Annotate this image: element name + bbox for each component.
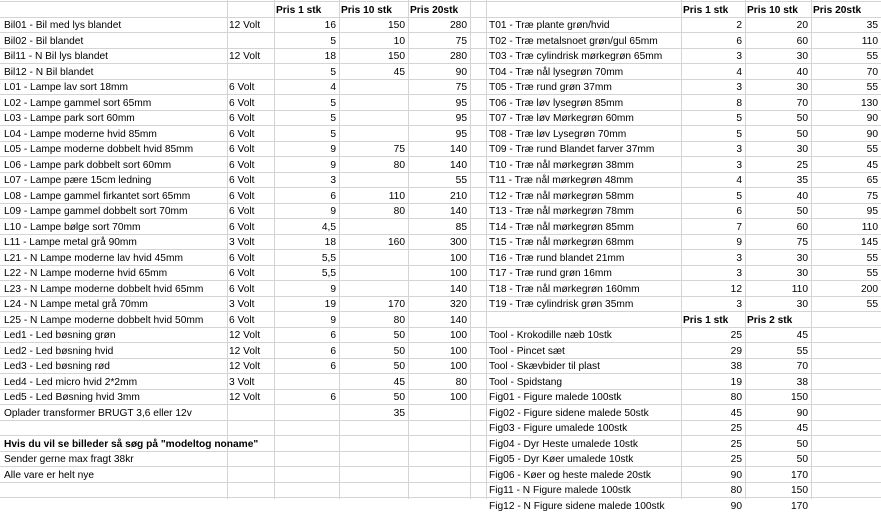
product-name: T19 - Træ cylindrisk grøn 35mm [489, 299, 634, 310]
product-name: T11 - Træ nål mørkegrøn 48mm [489, 175, 634, 186]
product-name: Bil01 - Bil med lys blandet [4, 20, 122, 31]
header-price-20: Pris 20stk [813, 4, 862, 16]
price-10-stk: 60 [796, 221, 808, 233]
price-20-stk: 100 [450, 345, 467, 357]
price-1-stk: 6 [330, 345, 336, 357]
price-1-stk: 9 [330, 206, 336, 217]
price-10-stk [339, 173, 405, 188]
price-20-stk: 55 [866, 268, 878, 279]
note-text: Hvis du vil se billeder så søg på "modeltog noname" [4, 438, 259, 450]
price-1-stk: 3 [736, 159, 742, 171]
product-voltage: 3 Volt [229, 237, 255, 248]
price-20-stk: 90 [866, 128, 878, 140]
price-10-stk: 30 [796, 82, 808, 93]
product-voltage: 6 Volt [229, 314, 255, 326]
product-name: Bil11 - N Bil lys blandet [4, 51, 108, 62]
price-1-stk: 3 [330, 175, 336, 186]
product-name: L02 - Lampe gammel sort 65mm [4, 97, 152, 109]
price-20-stk: 140 [450, 206, 467, 217]
price-20-stk: 280 [450, 51, 467, 62]
price-2-stk: 170 [791, 500, 808, 512]
product-name: Led2 - Led bøsning hvid [4, 345, 114, 357]
price-1-stk: 9 [330, 314, 336, 326]
price-20-stk: 95 [866, 206, 878, 217]
price-10-stk: 35 [796, 175, 808, 186]
product-voltage: 6 Volt [229, 82, 255, 93]
price-1-stk: 19 [730, 376, 742, 388]
product-voltage: 12 Volt [229, 330, 261, 341]
product-name: Led4 - Led micro hvid 2*2mm [4, 376, 138, 388]
product-voltage: 6 Volt [229, 159, 255, 171]
price-10-stk: 10 [393, 35, 405, 47]
product-name: Fig05 - Dyr Køer umalede 10stk [489, 454, 634, 465]
product-name: L10 - Lampe bølge sort 70mm [4, 221, 141, 233]
product-name: Fig11 - N Figure malede 100stk [489, 485, 631, 496]
product-name: L07 - Lampe pære 15cm ledning [4, 175, 152, 186]
price-20-stk [408, 406, 467, 421]
price-10-stk: 30 [796, 268, 808, 279]
price-1-stk: 25 [730, 454, 742, 465]
price-10-stk: 35 [393, 407, 405, 419]
price-1-stk: 5 [330, 66, 336, 78]
price-1-stk: 5 [736, 190, 742, 202]
price-20-stk: 35 [866, 20, 878, 31]
price-20-stk: 100 [450, 268, 467, 279]
price-20-stk: 100 [450, 392, 467, 403]
product-name: L11 - Lampe metal grå 90mm [4, 237, 137, 248]
price-1-stk: 6 [330, 190, 336, 202]
price-20-stk: 95 [455, 97, 467, 109]
price-1-stk: 3 [736, 82, 742, 93]
price-2-stk: 45 [796, 330, 808, 341]
price-10-stk: 50 [796, 128, 808, 140]
product-name: T13 - Træ nål mørkegrøn 78mm [489, 206, 634, 217]
product-name: Tool - Pincet sæt [489, 345, 565, 357]
price-1-stk: 5,5 [321, 252, 336, 264]
product-name: T05 - Træ rund grøn 37mm [489, 82, 612, 93]
product-name: T02 - Træ metalsnoet grøn/gul 65mm [489, 35, 658, 47]
price-1-stk: 5,5 [321, 268, 336, 279]
price-1-stk: 45 [730, 407, 742, 419]
product-name: T01 - Træ plante grøn/hvid [489, 20, 610, 31]
price-2-stk: 150 [791, 392, 808, 403]
price-10-stk: 75 [796, 237, 808, 248]
price-1-stk: 5 [330, 97, 336, 109]
product-voltage [229, 65, 273, 80]
price-10-stk [339, 251, 405, 266]
price-1-stk: 3 [736, 252, 742, 264]
price-1-stk: 38 [730, 361, 742, 372]
price-10-stk: 75 [393, 144, 405, 155]
price-10-stk: 50 [393, 361, 405, 372]
price-1-stk: 5 [736, 113, 742, 124]
note-text: Alle vare er helt nye [4, 469, 95, 481]
price-20-stk: 45 [866, 159, 878, 171]
price-10-stk: 30 [796, 51, 808, 62]
price-20-stk: 320 [450, 299, 467, 310]
price-2-stk: 170 [791, 469, 808, 481]
product-name: Led3 - Led bøsning rød [4, 361, 110, 372]
product-voltage: 6 Volt [229, 190, 255, 202]
product-name: Tool - Krokodille næb 10stk [489, 330, 612, 341]
price-10-stk: 110 [388, 190, 405, 202]
price-1-stk: 5 [330, 35, 336, 47]
price-20-stk: 55 [455, 175, 467, 186]
price-10-stk: 60 [796, 35, 808, 47]
price-20-stk: 145 [861, 237, 878, 248]
price-10-stk: 50 [796, 206, 808, 217]
product-voltage: 12 Volt [229, 345, 261, 357]
price-2-stk: 38 [796, 376, 808, 388]
product-voltage [229, 406, 273, 421]
product-voltage: 6 Volt [229, 221, 255, 233]
price-1-stk: 25 [730, 330, 742, 341]
price-20-stk: 75 [455, 82, 467, 93]
price-10-stk: 110 [791, 283, 808, 295]
product-name: T08 - Træ løv Lysegrøn 70mm [489, 128, 627, 140]
price-1-stk: 4 [330, 82, 336, 93]
price-1-stk: 9 [330, 159, 336, 171]
product-name: Bil02 - Bil blandet [4, 35, 84, 47]
price-10-stk: 80 [393, 206, 405, 217]
note-text: Sender gerne max fragt 38kr [4, 454, 134, 465]
product-name: T07 - Træ løv Mørkegrøn 60mm [489, 113, 634, 124]
price-1-stk [274, 406, 336, 421]
product-name: L06 - Lampe park dobbelt sort 60mm [4, 159, 172, 171]
price-20-stk: 130 [861, 97, 878, 109]
product-voltage: 6 Volt [229, 283, 255, 295]
price-1-stk: 2 [736, 20, 742, 31]
price-20-stk: 100 [450, 361, 467, 372]
product-name: Fig12 - N Figure sidene malede 100stk [489, 500, 665, 512]
price-10-stk: 40 [796, 190, 808, 202]
product-name: Fig03 - Figure umalede 100stk [489, 423, 628, 434]
price-10-stk: 150 [388, 51, 405, 62]
price-20-stk: 90 [455, 66, 467, 78]
product-name: L03 - Lampe park sort 60mm [4, 113, 135, 124]
price-1-stk: 4 [736, 175, 742, 186]
product-name: L24 - N Lampe metal grå 70mm [4, 299, 148, 310]
price-2-stk: 70 [796, 361, 808, 372]
price-20-stk: 300 [450, 237, 467, 248]
product-name: T12 - Træ nål mørkegrøn 58mm [489, 190, 634, 202]
product-name: L01 - Lampe lav sort 18mm [4, 82, 129, 93]
price-1-stk: 8 [736, 97, 742, 109]
price-1-stk: 12 [730, 283, 742, 295]
price-2-stk: 90 [796, 407, 808, 419]
price-20-stk: 55 [866, 299, 878, 310]
price-1-stk: 16 [324, 20, 336, 31]
product-voltage: 12 Volt [229, 361, 261, 372]
product-name: T06 - Træ løv lysegrøn 85mm [489, 97, 624, 109]
price-20-stk: 95 [455, 113, 467, 124]
product-name: Fig02 - Figure sidene malede 50stk [489, 407, 649, 419]
price-1-stk: 6 [736, 35, 742, 47]
price-10-stk [339, 96, 405, 111]
product-voltage: 12 Volt [229, 20, 261, 31]
price-2-stk: 50 [796, 454, 808, 465]
price-1-stk: 18 [324, 51, 336, 62]
price-10-stk: 170 [388, 299, 405, 310]
price-1-stk: 3 [736, 299, 742, 310]
header-price-1: Pris 1 stk [683, 314, 729, 326]
price-20-stk: 140 [450, 314, 467, 326]
price-1-stk: 29 [730, 345, 742, 357]
price-1-stk: 19 [324, 299, 336, 310]
price-1-stk: 6 [330, 330, 336, 341]
price-1-stk: 18 [324, 237, 336, 248]
product-name: T09 - Træ rund Blandet farver 37mm [489, 144, 655, 155]
price-1-stk: 80 [730, 392, 742, 403]
header-price-1: Pris 1 stk [683, 4, 729, 16]
product-voltage: 6 Volt [229, 175, 255, 186]
product-voltage: 6 Volt [229, 268, 255, 279]
price-1-stk: 7 [736, 221, 742, 233]
price-10-stk: 150 [388, 20, 405, 31]
price-20-stk: 90 [866, 113, 878, 124]
product-name: L21 - N Lampe moderne lav hvid 45mm [4, 252, 183, 264]
price-1-stk: 5 [330, 128, 336, 140]
product-name: Fig04 - Dyr Heste umalede 10stk [489, 438, 638, 450]
price-10-stk [339, 80, 405, 95]
price-10-stk: 20 [796, 20, 808, 31]
price-20-stk: 70 [866, 66, 878, 78]
product-name: T18 - Træ nål mørkegrøn 160mm [489, 283, 640, 295]
product-name: L08 - Lampe gammel firkantet sort 65mm [4, 190, 191, 202]
price-10-stk: 50 [393, 345, 405, 357]
price-20-stk: 140 [450, 159, 467, 171]
price-1-stk: 90 [730, 469, 742, 481]
price-20-stk: 140 [450, 283, 467, 295]
product-voltage: 3 Volt [229, 376, 255, 388]
header-price-10: Pris 10 stk [747, 4, 798, 16]
product-name: L09 - Lampe gammel dobbelt sort 70mm [4, 206, 188, 217]
price-20-stk: 95 [455, 128, 467, 140]
product-voltage: 12 Volt [229, 392, 261, 403]
price-1-stk: 3 [736, 51, 742, 62]
price-20-stk: 280 [450, 20, 467, 31]
product-voltage: 6 Volt [229, 206, 255, 217]
product-name: T04 - Træ nål lysegrøn 70mm [489, 66, 624, 78]
price-2-stk: 45 [796, 423, 808, 434]
product-name: L25 - N Lampe moderne dobbelt hvid 50mm [4, 314, 204, 326]
price-1-stk: 4 [736, 66, 742, 78]
price-1-stk: 90 [730, 500, 742, 512]
product-name: T15 - Træ nål mørkegrøn 68mm [489, 237, 634, 248]
price-2-stk: 50 [796, 438, 808, 450]
product-voltage: 6 Volt [229, 97, 255, 109]
price-10-stk [339, 127, 405, 142]
product-name: T03 - Træ cylindrisk mørkegrøn 65mm [489, 51, 663, 62]
price-10-stk: 45 [393, 66, 405, 78]
price-2-stk: 55 [796, 345, 808, 357]
header-price-1: Pris 1 stk [276, 4, 322, 16]
price-2-stk: 150 [791, 485, 808, 496]
product-name: Led5 - Led Bøsning hvid 3mm [4, 392, 140, 403]
price-1-stk: 25 [730, 438, 742, 450]
price-10-stk [339, 111, 405, 126]
product-name: L22 - N Lampe moderne hvid 65mm [4, 268, 168, 279]
price-1-stk: 80 [730, 485, 742, 496]
price-20-stk: 55 [866, 82, 878, 93]
product-voltage: 12 Volt [229, 51, 261, 62]
product-name: Fig06 - Køer og heste malede 20stk [489, 469, 651, 481]
price-1-stk: 3 [736, 144, 742, 155]
price-10-stk: 80 [393, 314, 405, 326]
price-20-stk: 75 [455, 35, 467, 47]
price-1-stk: 9 [330, 144, 336, 155]
product-name: T10 - Træ nål mørkegrøn 38mm [489, 159, 634, 171]
price-20-stk: 100 [450, 330, 467, 341]
price-20-stk: 200 [861, 283, 878, 295]
price-20-stk: 65 [866, 175, 878, 186]
price-20-stk: 110 [861, 221, 878, 233]
price-1-stk [274, 375, 336, 390]
price-10-stk: 50 [393, 392, 405, 403]
price-1-stk: 4,5 [321, 221, 336, 233]
product-voltage [229, 34, 273, 49]
price-1-stk: 6 [736, 206, 742, 217]
price-10-stk: 50 [796, 113, 808, 124]
product-name: T14 - Træ nål mørkegrøn 85mm [489, 221, 634, 233]
price-10-stk: 45 [393, 376, 405, 388]
product-name: Tool - Spidstang [489, 376, 563, 388]
header-price-2: Pris 2 stk [747, 314, 793, 326]
price-20-stk: 75 [866, 190, 878, 202]
header-price-20: Pris 20stk [410, 4, 459, 16]
header-price-10: Pris 10 stk [341, 4, 392, 16]
price-10-stk: 70 [796, 97, 808, 109]
price-1-stk: 9 [330, 283, 336, 295]
price-20-stk: 55 [866, 252, 878, 264]
price-20-stk: 110 [861, 35, 878, 47]
price-10-stk: 40 [796, 66, 808, 78]
price-20-stk: 140 [450, 144, 467, 155]
product-name: L04 - Lampe moderne hvid 85mm [4, 128, 157, 140]
price-1-stk: 5 [736, 128, 742, 140]
price-10-stk: 80 [393, 159, 405, 171]
price-1-stk: 5 [330, 113, 336, 124]
price-10-stk: 160 [388, 237, 405, 248]
product-voltage: 3 Volt [229, 299, 255, 310]
price-1-stk: 3 [736, 268, 742, 279]
price-1-stk: 9 [736, 237, 742, 248]
price-10-stk: 25 [796, 159, 808, 171]
product-name: Oplader transformer BRUGT 3,6 eller 12v [4, 407, 192, 419]
product-name: T16 - Træ rund blandet 21mm [489, 252, 625, 264]
price-10-stk: 30 [796, 299, 808, 310]
product-name: Bil12 - N Bil blandet [4, 66, 94, 78]
price-20-stk: 100 [450, 252, 467, 264]
price-10-stk: 50 [393, 330, 405, 341]
product-name: L23 - N Lampe moderne dobbelt hvid 65mm [4, 283, 204, 295]
price-20-stk: 55 [866, 144, 878, 155]
product-name: Tool - Skævbider til plast [489, 361, 600, 372]
price-20-stk: 85 [455, 221, 467, 233]
price-10-stk [339, 266, 405, 281]
price-1-stk: 6 [330, 392, 336, 403]
price-1-stk: 6 [330, 361, 336, 372]
product-name: T17 - Træ rund grøn 16mm [489, 268, 612, 279]
price-20-stk: 210 [450, 190, 467, 202]
product-name: Led1 - Led bøsning grøn [4, 330, 116, 341]
price-20-stk: 80 [455, 376, 467, 388]
product-name: Fig01 - Figure malede 100stk [489, 392, 622, 403]
price-10-stk: 30 [796, 252, 808, 264]
price-10-stk [339, 220, 405, 235]
product-voltage: 6 Volt [229, 144, 255, 155]
product-voltage: 6 Volt [229, 113, 255, 124]
product-name: L05 - Lampe moderne dobbelt hvid 85mm [4, 144, 194, 155]
product-voltage: 6 Volt [229, 128, 255, 140]
price-10-stk [339, 282, 405, 297]
product-voltage: 6 Volt [229, 252, 255, 264]
price-20-stk: 55 [866, 51, 878, 62]
price-1-stk: 25 [730, 423, 742, 434]
price-10-stk: 30 [796, 144, 808, 155]
